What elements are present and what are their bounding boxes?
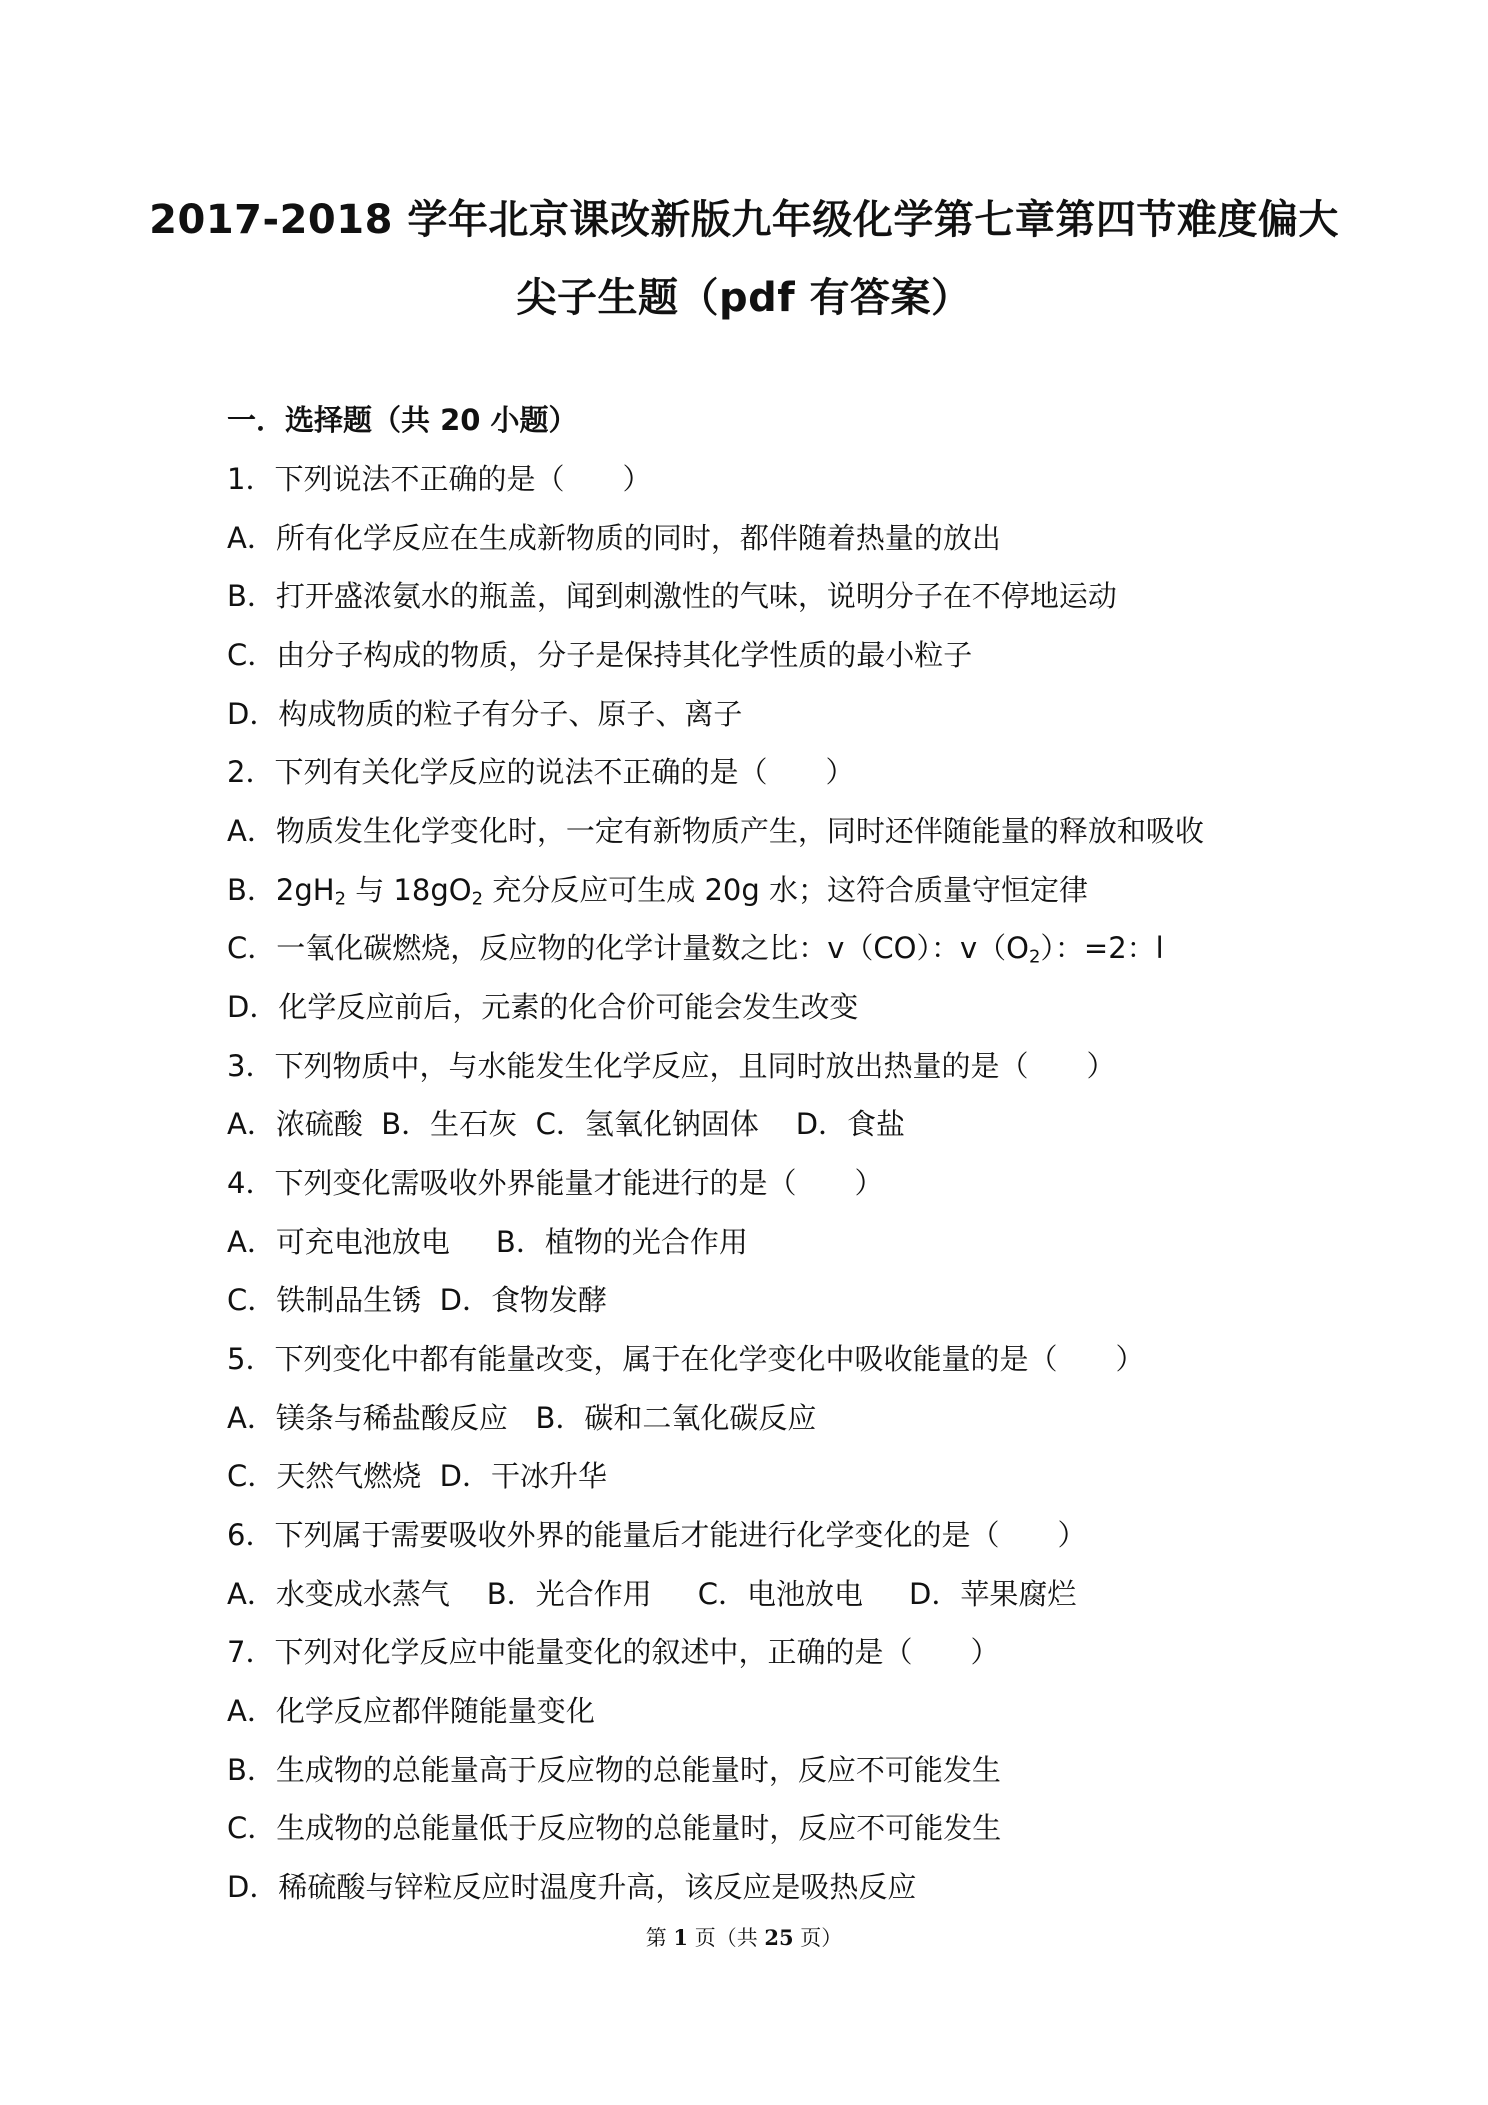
page-number: 1 [673, 1925, 689, 1950]
question-2-option-d: D．化学反应前后，元素的化合价可能会发生改变 [227, 990, 859, 1024]
question-1-option-b: B．打开盛浓氨水的瓶盖，闻到刺激性的气味，说明分子在不停地运动 [227, 579, 1117, 613]
question-7-option-b: B．生成物的总能量高于反应物的总能量时，反应不可能发生 [227, 1753, 1001, 1787]
question-5-stem: 5．下列变化中都有能量改变，属于在化学变化中吸收能量的是（ ） [227, 1342, 1145, 1376]
question-6-options: A．水变成水蒸气 B．光合作用 C．电池放电 D．苹果腐烂 [227, 1577, 1077, 1611]
question-1-option-c: C．由分子构成的物质，分子是保持其化学性质的最小粒子 [227, 638, 973, 672]
question-1-option-d: D．构成物质的粒子有分子、原子、离子 [227, 697, 743, 731]
question-7-option-d: D．稀硫酸与锌粒反应时温度升高，该反应是吸热反应 [227, 1870, 917, 1904]
question-2-option-a: A．物质发生化学变化时，一定有新物质产生，同时还伴随能量的释放和吸收 [227, 814, 1204, 848]
question-2-option-b: B．$2gH_2$ 与 $18gO_2$ 充分反应可生成 20g 水；这符合质量守恒定律 [227, 873, 1088, 910]
question-4-options-ab: A．可充电池放电 B．植物的光合作用 [227, 1225, 748, 1259]
question-7-option-a: A．化学反应都伴随能量变化 [227, 1694, 595, 1728]
question-4-stem: 4．下列变化需吸收外界能量才能进行的是（ ） [227, 1166, 884, 1200]
question-7-stem: 7．下列对化学反应中能量变化的叙述中，正确的是（ ） [227, 1635, 1000, 1669]
document-title-line2: 尖子生题（pdf 有答案） [516, 275, 972, 321]
question-1-option-a: A．所有化学反应在生成新物质的同时，都伴随着热量的放出 [227, 521, 1001, 555]
question-7-option-c: C．生成物的总能量低于反应物的总能量时，反应不可能发生 [227, 1811, 1002, 1845]
question-1-stem: 1．下列说法不正确的是（ ） [227, 462, 652, 496]
total-pages: 25 [764, 1925, 794, 1950]
question-4-options-cd: C．铁制品生锈 D．食物发酵 [227, 1283, 608, 1317]
question-3-stem: 3．下列物质中，与水能发生化学反应，且同时放出热量的是（ ） [227, 1049, 1116, 1083]
document-title-line1: 2017-2018 学年北京课改新版九年级化学第七章第四节难度偏大 [149, 197, 1339, 243]
page-footer: 第 1 页（共 25 页） [645, 1925, 843, 1950]
section-heading: 一．选择题（共 20 小题） [227, 403, 578, 437]
question-6-stem: 6．下列属于需要吸收外界的能量后才能进行化学变化的是（ ） [227, 1518, 1087, 1552]
question-2-option-c: C．一氧化碳燃烧，反应物的化学计量数之比：v（CO）：$v(O_2)$：=2：l [227, 931, 1164, 968]
question-5-options-ab: A．镁条与稀盐酸反应 B．碳和二氧化碳反应 [227, 1401, 817, 1435]
question-3-options: A．浓硫酸 B．生石灰 C．氢氧化钠固体 D．食盐 [227, 1107, 906, 1141]
question-2-stem: 2．下列有关化学反应的说法不正确的是（ ） [227, 755, 855, 789]
question-5-options-cd: C．天然气燃烧 D．干冰升华 [227, 1459, 608, 1493]
